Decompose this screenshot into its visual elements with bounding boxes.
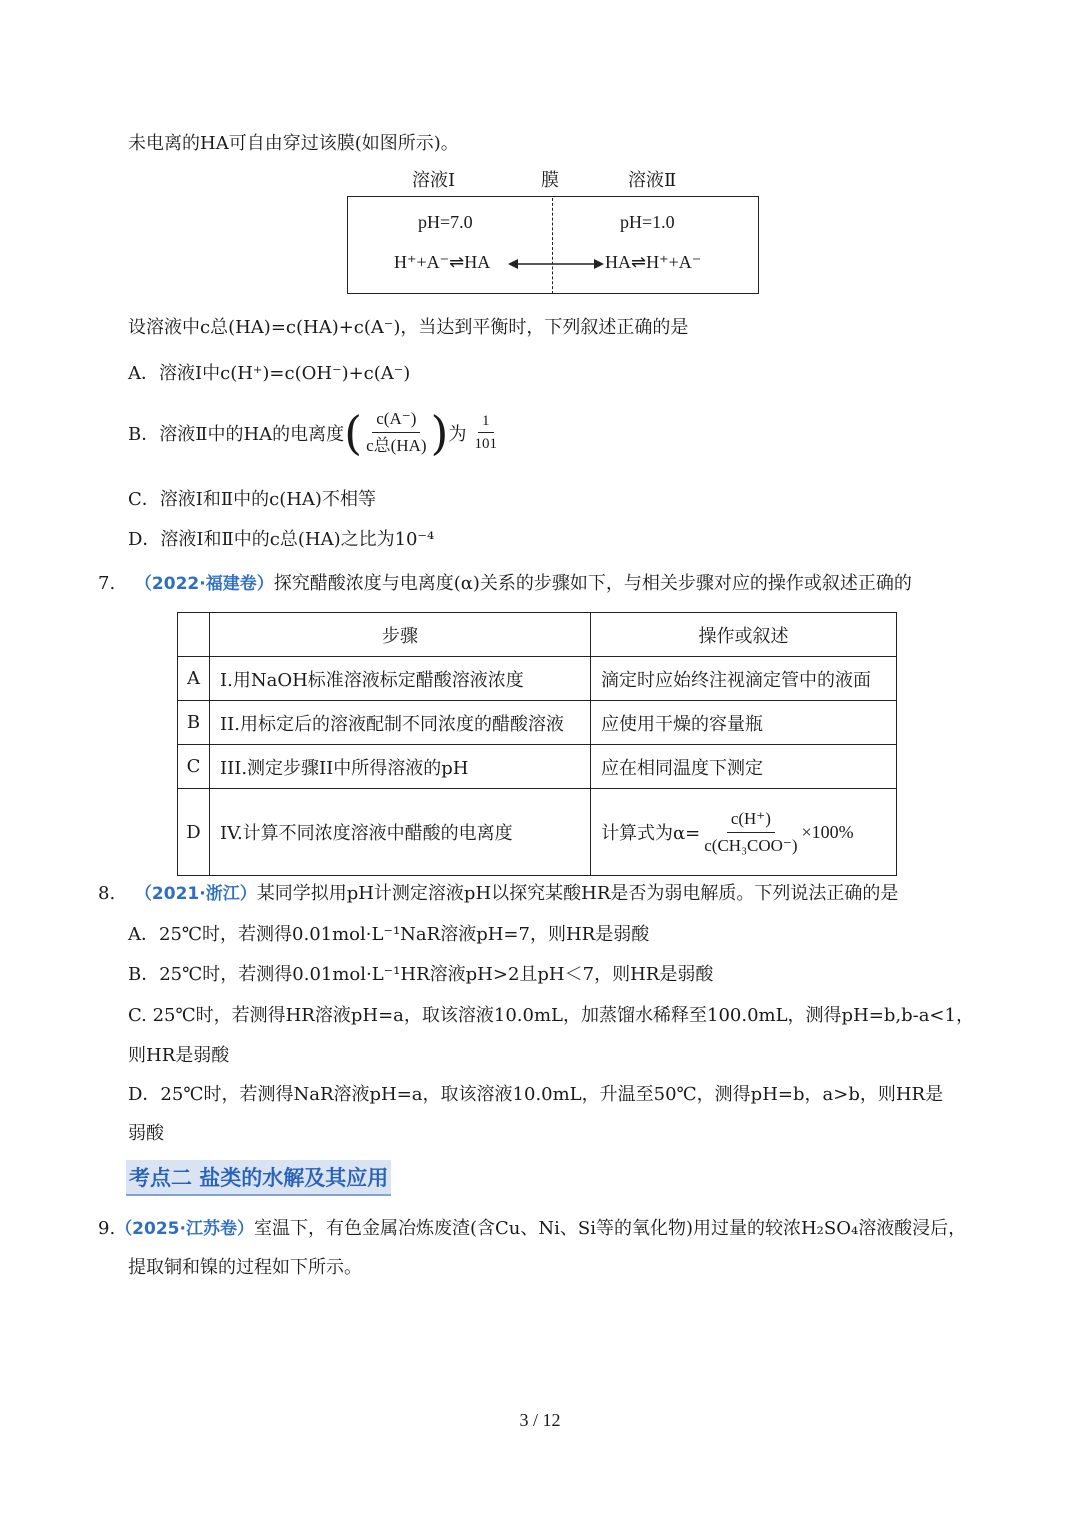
q9-line [98, 1217, 966, 1241]
table-row [178, 657, 897, 701]
steps-table [177, 612, 897, 876]
table-cell-step: IV.计算不同浓度溶液中醋酸的电离度 [210, 789, 591, 876]
q9-source: （2025·江苏卷） [115, 1219, 254, 1239]
diagram-equilibrium-right: HA⇌H⁺+A⁻ [605, 252, 702, 272]
q8-number: 8. [98, 883, 116, 904]
diagram-double-arrow [508, 254, 604, 274]
table-header-cell: 操作或叙述 [591, 613, 897, 657]
q6-b-value-denominator: 101 [474, 436, 497, 452]
table-cell-operation: 应在相同温度下测定 [591, 745, 897, 789]
q6-b-value-fraction [471, 412, 502, 453]
q8-option-a: A．25℃时，若测得0.01mol·L⁻¹NaR溶液pH=7，则HR是弱酸 [128, 924, 650, 945]
q9-number: 9. [98, 1218, 116, 1239]
section-heading: 考点二 盐类的水解及其应用 [126, 1160, 391, 1196]
diagram-ph-left: pH=7.0 [418, 212, 473, 232]
page-number: 3 / 12 [519, 1410, 561, 1430]
table-cell-step: III.测定步骤II中所得溶液的pH [210, 745, 591, 789]
table-cell-operation [591, 789, 897, 876]
q6-option-b [128, 405, 501, 460]
q8-line [98, 882, 898, 906]
table-cell-option: A [178, 657, 210, 701]
q8-option-c-line1: C. 25℃时，若测得HR溶液pH=a，取该溶液10.0mL，加蒸馏水稀释至100.0mL，测得pH=b,b-a<1， [128, 1005, 974, 1026]
alpha-numerator: c(H⁺) [727, 808, 775, 833]
membrane-divider [552, 198, 553, 294]
table-cell-option: C [178, 745, 210, 789]
diagram-equilibrium-left: H⁺+A⁻⇌HA [394, 252, 491, 272]
q7-source: （2022·福建卷） [134, 574, 274, 594]
q6-b-numerator: c(A⁻) [372, 408, 420, 433]
q8-option-d-line2: 弱酸 [128, 1123, 164, 1144]
diagram-box [347, 196, 759, 294]
diagram-label-membrane: 膜 [541, 170, 559, 191]
intro-text: 未电离的HA可自由穿过该膜(如图所示)。 [128, 133, 459, 154]
table-header-cell [178, 613, 210, 657]
table-cell-option: D [178, 789, 210, 876]
q8-source: （2021·浙江） [134, 884, 257, 904]
q8-option-d-line1: D．25℃时，若测得NaR溶液pH=a，取该溶液10.0mL，升温至50℃，测得pH=b，a>b，则HR是 [128, 1084, 944, 1105]
table-row [178, 701, 897, 745]
table-cell-operation: 滴定时应始终注视滴定管中的液面 [591, 657, 897, 701]
left-paren: ( [344, 405, 363, 460]
q6-option-a: A．溶液Ⅰ中c(H⁺)=c(OH⁻)+c(A⁻) [128, 363, 411, 384]
q6-b-denominator: c总(HA) [366, 436, 427, 455]
table-header-cell: 步骤 [210, 613, 591, 657]
alpha-denominator: c(CH₃COO⁻) [704, 835, 798, 855]
q6-stem: 设溶液中c总(HA)=c(HA)+c(A⁻)，当达到平衡时，下列叙述正确的是 [128, 317, 689, 338]
q9-stem-line2: 提取铜和镍的过程如下所示。 [128, 1257, 362, 1278]
diagram-label-solution-1: 溶液Ⅰ [412, 170, 456, 191]
q6-b-value-numerator: 1 [478, 412, 494, 433]
table-cell-operation: 应使用干燥的容量瓶 [591, 701, 897, 745]
q8-option-c-line2: 则HR是弱酸 [128, 1045, 230, 1066]
alpha-fraction [700, 808, 801, 857]
right-paren: ) [430, 405, 449, 460]
q9-stem-line1: 室温下，有色金属冶炼废渣(含Cu、Ni、Si等的氧化物)用过量的较浓H₂SO₄溶液酸浸后， [253, 1218, 967, 1239]
table-row [178, 789, 897, 876]
q7-number: 7. [98, 573, 116, 594]
table-row [178, 745, 897, 789]
diagram-label-solution-2: 溶液Ⅱ [628, 170, 677, 191]
q6-option-b-text: B．溶液Ⅱ中的HA的电离度 [128, 423, 345, 445]
alpha-tail: ×100% [801, 821, 854, 842]
q6-b-fraction [362, 408, 430, 457]
q8-stem: 某同学拟用pH计测定溶液pH以探究某酸HR是否为弱电解质。下列说法正确的是 [256, 883, 899, 904]
q7-stem: 探究醋酸浓度与电离度(α)关系的步骤如下，与相关步骤对应的操作或叙述正确的 [273, 573, 912, 594]
q7-line [98, 572, 912, 596]
table-cell-step: I.用NaOH标准溶液标定醋酸溶液浓度 [210, 657, 591, 701]
q6-b-mid: 为 [448, 423, 467, 445]
d-formula-label: 计算式为α= [601, 823, 701, 844]
table-cell-option: B [178, 701, 210, 745]
q8-option-b: B．25℃时，若测得0.01mol·L⁻¹HR溶液pH>2且pH＜7，则HR是弱酸 [128, 964, 714, 985]
diagram-ph-right: pH=1.0 [620, 212, 675, 232]
q6-option-d: D．溶液Ⅰ和Ⅱ中的c总(HA)之比为10⁻⁴ [128, 529, 435, 550]
table-cell-step: II.用标定后的溶液配制不同浓度的醋酸溶液 [210, 701, 591, 745]
q6-option-c: C．溶液Ⅰ和Ⅱ中的c(HA)不相等 [128, 489, 376, 510]
table-header-row [178, 613, 897, 657]
